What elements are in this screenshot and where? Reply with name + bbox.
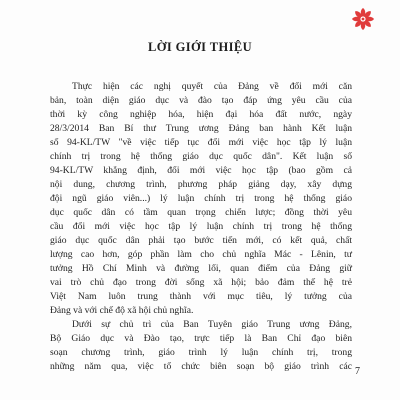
text-line: chính trị trong hệ thống giáo dục quốc dân". Kết luận số xyxy=(50,151,352,162)
text-line: soạn chương trình, giáo trình lý luận chính trị, trong xyxy=(50,347,352,358)
text-line: những năm qua, việc tổ chức biên soạn bộ giáo trình các xyxy=(50,361,352,372)
text-line: thời kỳ công nghiệp hóa, hiện đại hóa đất nước, ngày xyxy=(50,109,352,120)
text-line: đội ngũ giáo viên...) lý luận chính trị trong hệ thống giáo xyxy=(50,193,352,204)
text-line: Đảng và với chế độ xã hội chủ nghĩa. xyxy=(50,305,194,316)
text-line: cầu đổi mới việc học tập lý luận chính trị trong hệ thống xyxy=(50,221,352,232)
text-line: số 94-KL/TW "về việc tiếp tục đổi mới việc học tập lý luận xyxy=(50,137,352,148)
text-line: bản, toàn diện giáo dục và đào tạo đáp ứng yêu cầu của xyxy=(50,95,352,106)
text-line: vai trò chủ đạo trong đời sống xã hội; bảo đảm thế hệ trẻ xyxy=(50,277,352,288)
text-line: Dưới sự chủ trì của Ban Tuyên giáo Trung ương Đảng, xyxy=(72,319,352,330)
text-line: 28/3/2014 Ban Bí thư Trung ương Đảng ban hành Kết luận xyxy=(50,123,352,134)
text-line: tưởng Hồ Chí Minh và đường lối, quan điểm của Đảng giữ xyxy=(50,263,352,274)
page-title: LỜI GIỚI THIỆU xyxy=(147,40,252,54)
text-line: lượng cao hơn, góp phần làm cho chủ nghĩa Mác - Lênin, tư xyxy=(50,249,352,260)
text-line: Thực hiện các nghị quyết của Đảng về đổi mới căn xyxy=(72,81,352,92)
text-line: 94-KL/TW khẳng định, đổi mới việc học tập (bao gồm cả xyxy=(50,165,352,176)
ornament-icon xyxy=(350,6,376,32)
page-number: 7 xyxy=(355,366,360,377)
text-line: nội dung, chương trình, phương pháp giảng dạy, xây dựng xyxy=(50,179,352,190)
text-line: giáo dục quốc dân phải tạo bước tiến mới, có kết quả, chất xyxy=(50,235,352,246)
text-line: dục quốc dân có tầm quan trọng chiến lược; đồng thời yêu xyxy=(50,207,352,218)
text-line: Bộ Giáo dục và Đào tạo, trực tiếp là Ban Chỉ đạo biên xyxy=(50,333,352,344)
text-line: Việt Nam luôn trung thành với mục tiêu, lý tưởng của xyxy=(50,291,352,302)
body-text xyxy=(50,80,352,374)
